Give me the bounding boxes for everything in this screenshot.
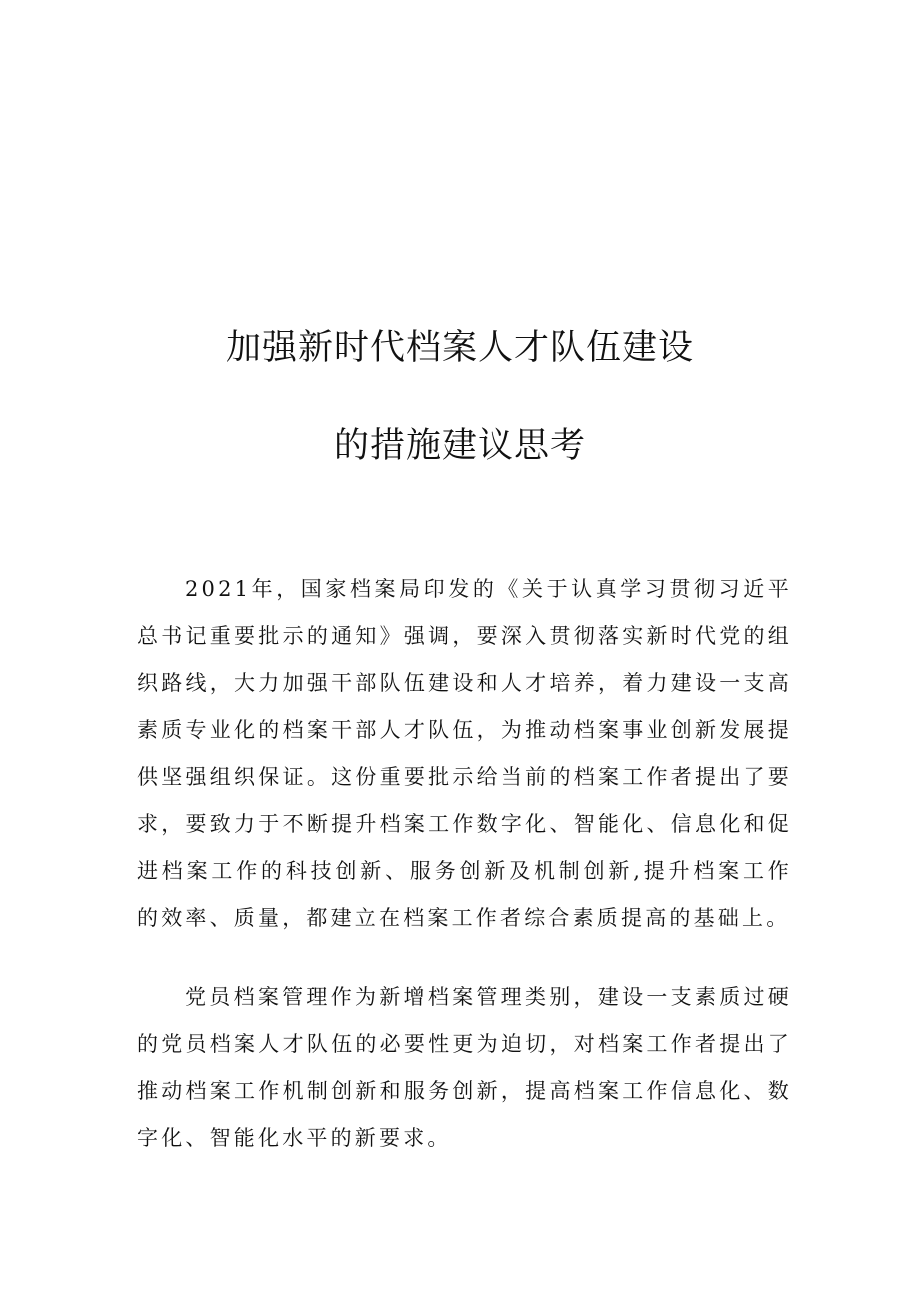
body-paragraph-2: 党员档案管理作为新增档案管理类别，建设一支素质过硬的党员档案人才队伍的必要性更为迫切，对档案工作者提出了推动档案工作机制创新和服务创新，提高档案工作信息化、数字化、智能化水平的新要求。 <box>137 985 792 1150</box>
document-title-line-2: 的措施建议思考 <box>333 426 586 466</box>
body-paragraph-1: 2021年，国家档案局印发的《关于认真学习贯彻习近平总书记重要批示的通知》强调，要深入贯彻落实新时代党的组织路线，大力加强干部队伍建设和人才培养，着力建设一支高素质专业化的档案干部人才队伍，为推动档案事业创新发展提供坚强组织保证。这份重要批示给当前的档案工作者提出了要求，要致力于不断提升档案工作数字化、智能化、信息化和促进档案工作的科技创新、服务创新及机制创新,提升档案工作的效率、质量，都建立在档案工作者综合素质提高的基础上。 <box>137 577 792 930</box>
document-title-line-1: 加强新时代档案人才队伍建设 <box>225 328 694 368</box>
